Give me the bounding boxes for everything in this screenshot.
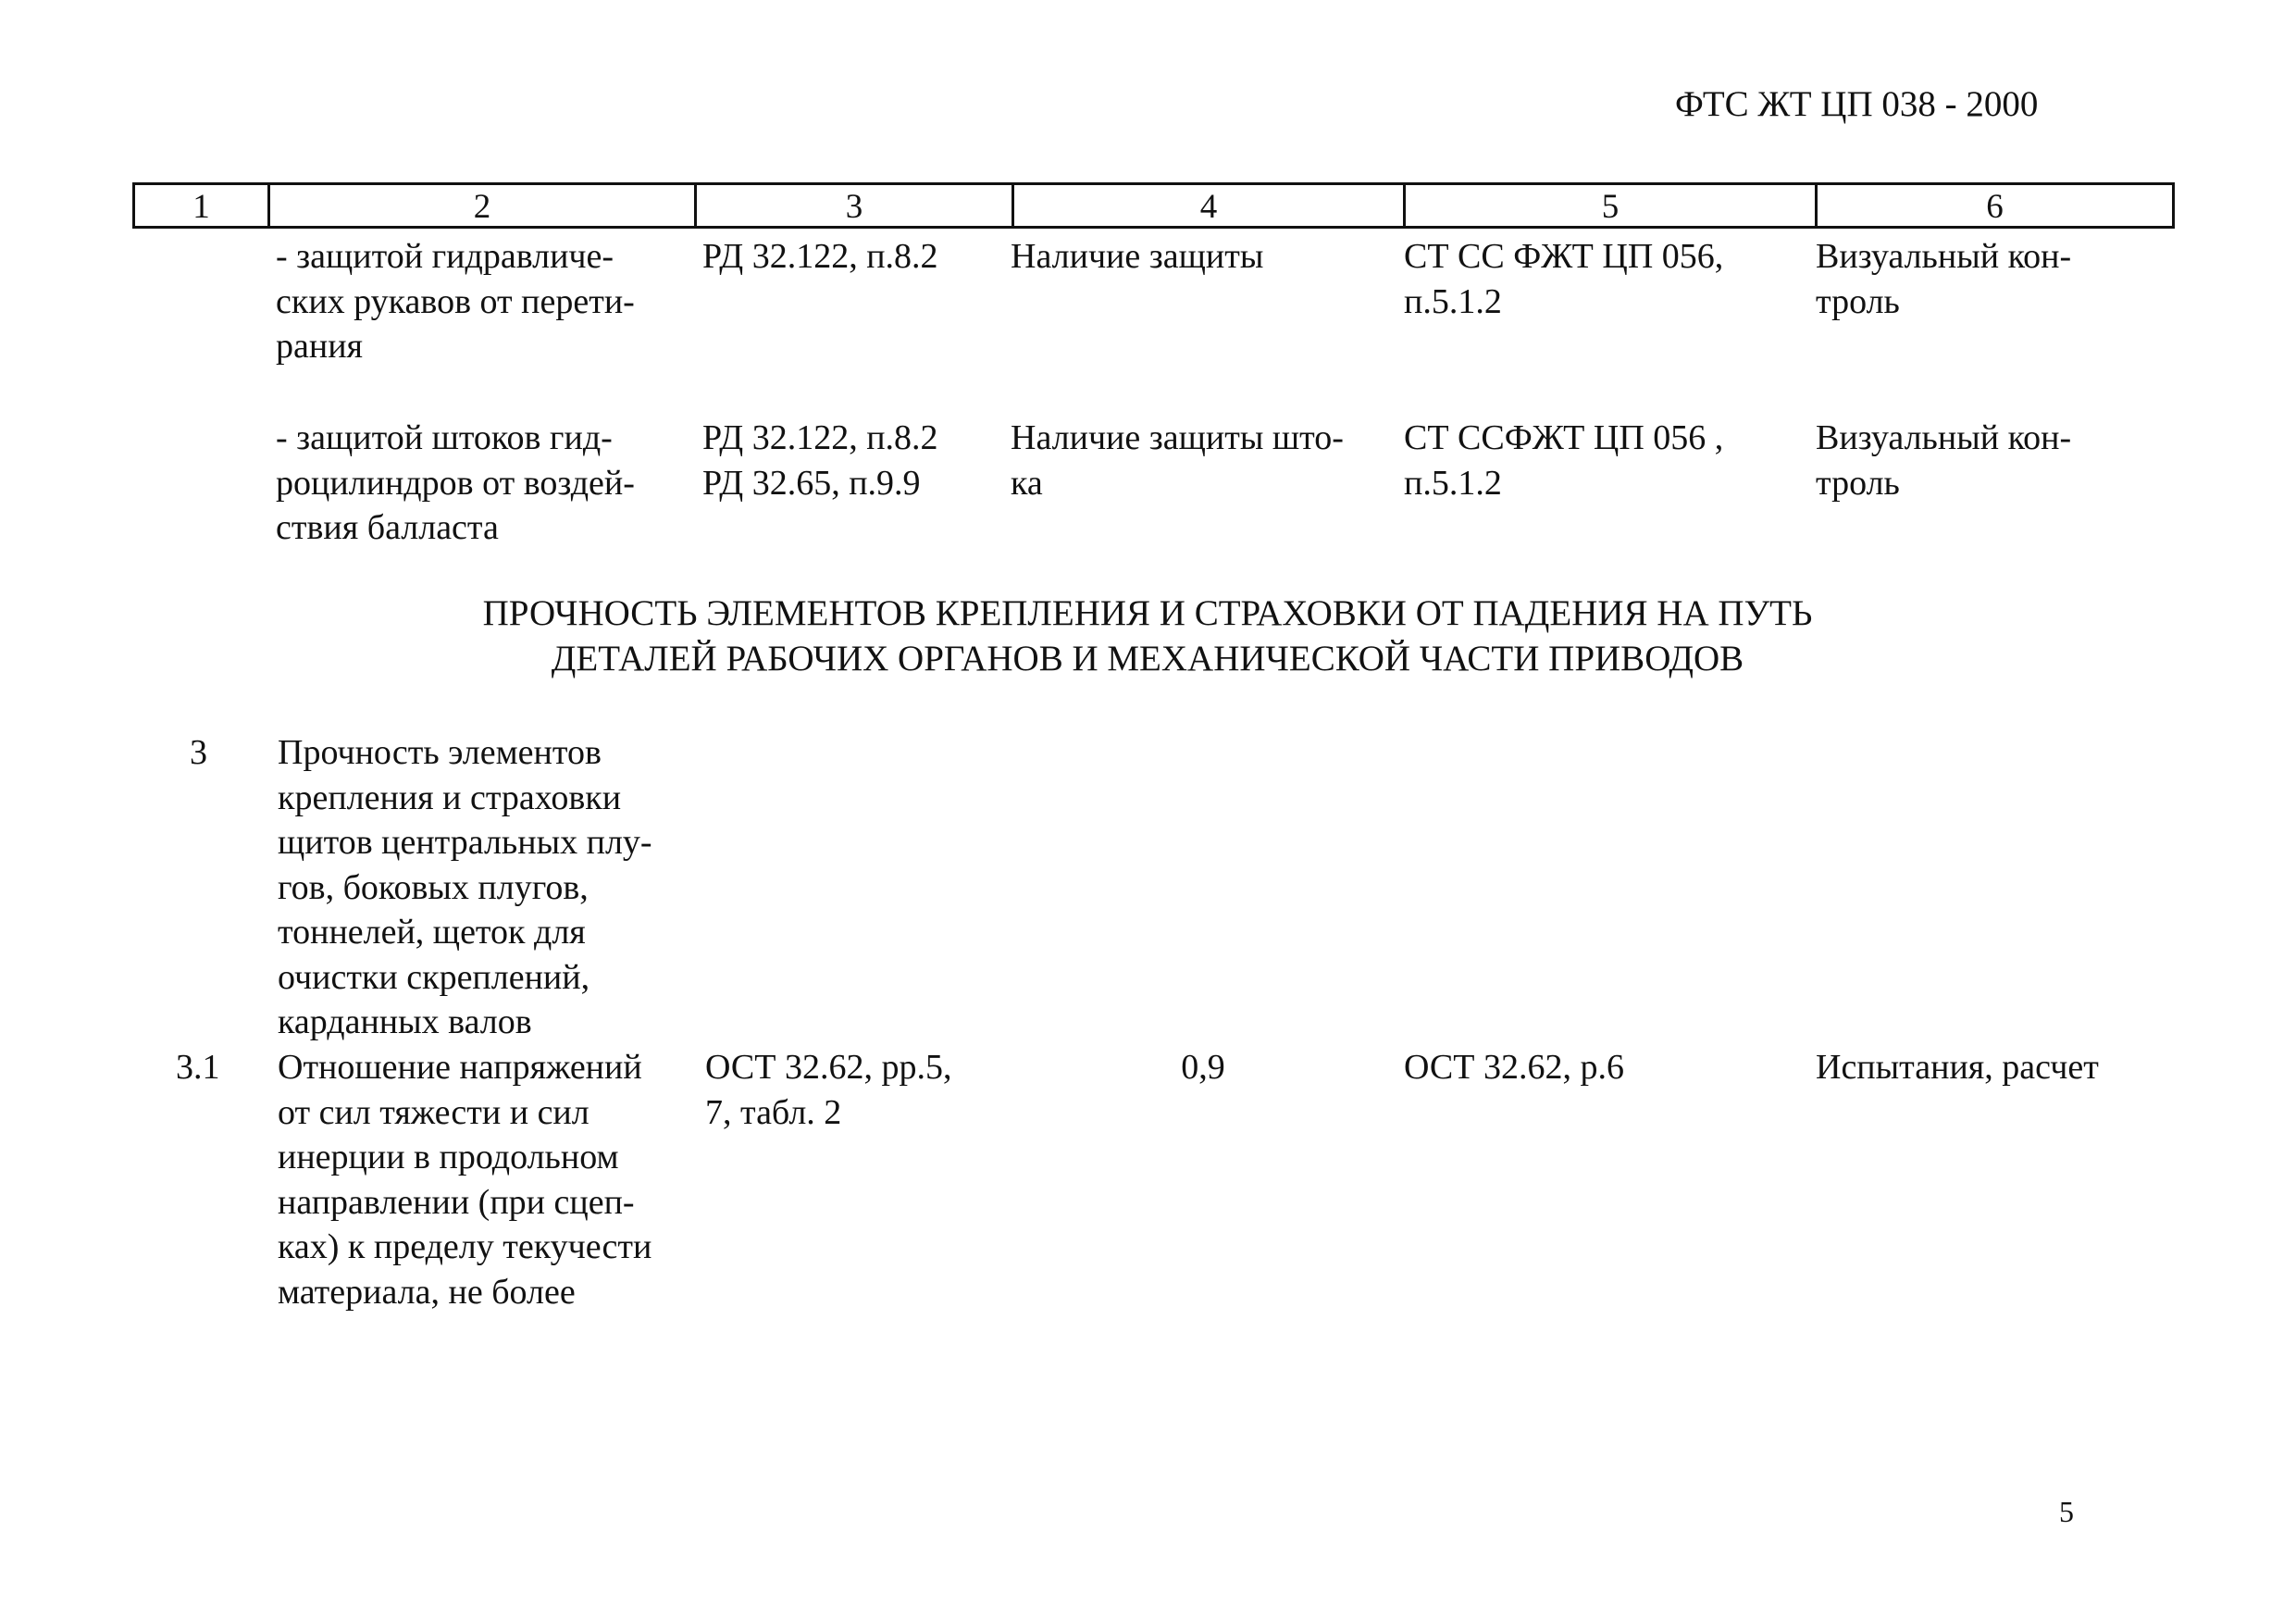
- requirement-cell: [278, 1045, 652, 1314]
- cell-line: материала, не более: [278, 1272, 576, 1312]
- cell-line: Визуальный кон-: [1816, 418, 2072, 457]
- control-method-cell: [1816, 416, 2071, 505]
- item-number: 3: [190, 733, 207, 772]
- cell-line: крепления и страховки: [278, 778, 622, 817]
- page-number: 5: [2059, 1495, 2074, 1528]
- cell-line: от сил тяжести и сил: [278, 1092, 590, 1132]
- reference-cell: [702, 234, 938, 280]
- cell-line: ОСТ 32.62, р.6: [1404, 1048, 1624, 1087]
- cell-line: карданных валов: [278, 1002, 532, 1041]
- cell-line: РД 32.122, п.8.2: [702, 418, 938, 457]
- section-title-line: ПРОЧНОСТЬ ЭЛЕМЕНТОВ КРЕПЛЕНИЯ И СТРАХОВКИ ОТ ПАДЕНИЯ НА ПУТЬ: [482, 593, 1813, 633]
- cell-line: ских рукавов от перети-: [276, 281, 635, 321]
- section-title: [389, 591, 1906, 681]
- cell-line: РД 32.65, п.9.9: [702, 463, 921, 503]
- cell-line: 7, табл. 2: [705, 1092, 842, 1132]
- cell-line: роцилиндров от воздей-: [276, 463, 635, 503]
- column-number-4: 4: [1199, 188, 1218, 226]
- cell-line: направлении (при сцеп-: [278, 1182, 635, 1222]
- method-reference-cell: [1404, 1045, 1624, 1090]
- cell-line: Наличие защиты: [1011, 237, 1264, 276]
- value-cell: [1011, 416, 1344, 505]
- column-number-3: 3: [845, 188, 863, 226]
- cell-line: ствия балласта: [276, 508, 499, 547]
- cell-line: троль: [1816, 463, 1900, 503]
- cell-line: п.5.1.2: [1404, 281, 1502, 321]
- reference-cell: [702, 416, 938, 505]
- cell-line: инерции в продольном: [278, 1138, 619, 1176]
- table-header-row: [132, 182, 2175, 229]
- control-method-cell: [1816, 234, 2071, 324]
- section-title-line: ДЕТАЛЕЙ РАБОЧИХ ОРГАНОВ И МЕХАНИЧЕСКОЙ ЧАСТИ ПРИВОДОВ: [551, 639, 1744, 678]
- cell-line: РД 32.122, п.8.2: [702, 237, 938, 276]
- column-number-2: 2: [473, 188, 491, 226]
- cell-line: - защитой гидравличе-: [276, 237, 614, 276]
- method-reference-cell: [1404, 416, 1723, 505]
- item-number: 3.1: [176, 1048, 220, 1087]
- cell-line: Отношение напряжений: [278, 1048, 642, 1087]
- cell-line: п.5.1.2: [1404, 463, 1502, 503]
- control-method-cell: [1816, 1045, 2099, 1090]
- cell-line: Визуальный кон-: [1816, 237, 2072, 276]
- cell-line: гов, боковых плугов,: [278, 867, 589, 907]
- cell-line: СТ ССФЖТ ЦП 056 ,: [1404, 418, 1724, 457]
- cell-line: тоннелей, щеток для: [278, 913, 586, 952]
- method-reference-cell: [1404, 234, 1723, 324]
- requirement-cell: [276, 234, 635, 369]
- document-code: ФТС ЖТ ЦП 038 - 2000: [1675, 84, 2039, 124]
- cell-line: Наличие защиты што-: [1011, 418, 1344, 457]
- value-cell: [1101, 1045, 1305, 1090]
- cell-line: Прочность элементов: [278, 733, 602, 772]
- column-number-6: 6: [1986, 188, 2004, 226]
- requirement-cell: [276, 416, 635, 551]
- cell-line: троль: [1816, 281, 1900, 321]
- cell-line: рания: [276, 327, 364, 366]
- column-number-1: 1: [192, 188, 210, 226]
- column-number-5: 5: [1601, 188, 1620, 226]
- cell-line: Испытания, расчет: [1816, 1048, 2099, 1087]
- reference-cell: [705, 1045, 951, 1135]
- cell-line: 0,9: [1181, 1048, 1225, 1087]
- cell-line: щитов центральных плу-: [278, 823, 652, 862]
- cell-line: СТ СС ФЖТ ЦП 056,: [1404, 237, 1724, 276]
- cell-line: ОСТ 32.62, рр.5,: [705, 1048, 952, 1087]
- cell-line: ка: [1011, 463, 1043, 503]
- requirement-cell: [278, 730, 652, 1045]
- cell-line: - защитой штоков гид-: [276, 418, 613, 457]
- cell-line: очистки скреплений,: [278, 957, 590, 997]
- cell-line: ках) к пределу текучести: [278, 1227, 652, 1266]
- value-cell: [1011, 234, 1263, 280]
